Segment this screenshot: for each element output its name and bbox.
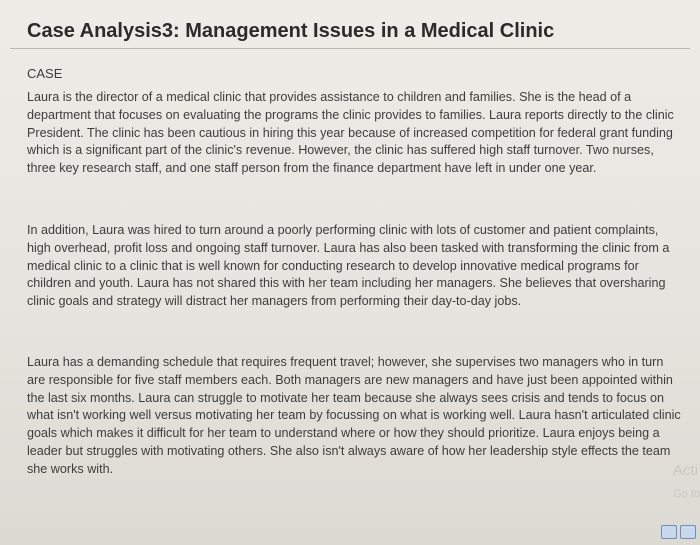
paragraph-1: Laura is the director of a medical clinic that provides assistance to children and families. She is the head of a department that focuses on evaluating the programs the clinic provides to families. Laura reports directly to the clinic President. The clinic has been cautious in hiring this year because of increased competition for federal grant funding which is a significant part of the clinic's revenue. However, the clinic has suffered high staff turnover. Two nurses, three key research staff, and one staff person from the finance department have left in under one year. xyxy=(27,90,674,176)
paragraph-2: In addition, Laura was hired to turn around a poorly performing clinic with lots of customer and patient complaints, high overhead, profit loss and ongoing staff turnover. Laura has also been tasked with transforming the clinic from a medical clinic to a clinic that is well known for conducting research to develop innovative medical programs for children and youth. Laura has not shared this with her team including her managers. She believes that oversharing clinic goals and strategy will distract her managers from performing their day-to-day jobs. xyxy=(27,223,670,309)
page-title: Case Analysis3: Management Issues in a Medical Clinic xyxy=(27,20,555,42)
title-bar xyxy=(10,14,690,49)
case-section-label: CASE xyxy=(27,66,63,81)
paragraph-3: Laura has a demanding schedule that requires frequent travel; however, she supervises two managers who in turn are responsible for five staff members each. Both managers are new managers and have just been appointed within the last six months. Laura can struggle to motivate her team because she always sees crisis and tends to focus on what isn't working well versus motivating her team by focussing on what is working well. Laura hasn't articulated clinic goals which makes it difficult for her team to understand where or how they should prioritize. Laura enjoys being a leader but struggles with motivating others. She also isn't always aware of how her leadership style effects the team she works with. xyxy=(27,355,681,476)
activation-watermark-sub: Go to xyxy=(673,488,700,500)
corner-icons xyxy=(661,525,696,539)
activation-watermark: Acti xyxy=(672,462,698,479)
window-icon xyxy=(661,525,677,539)
window-icon xyxy=(680,525,696,539)
